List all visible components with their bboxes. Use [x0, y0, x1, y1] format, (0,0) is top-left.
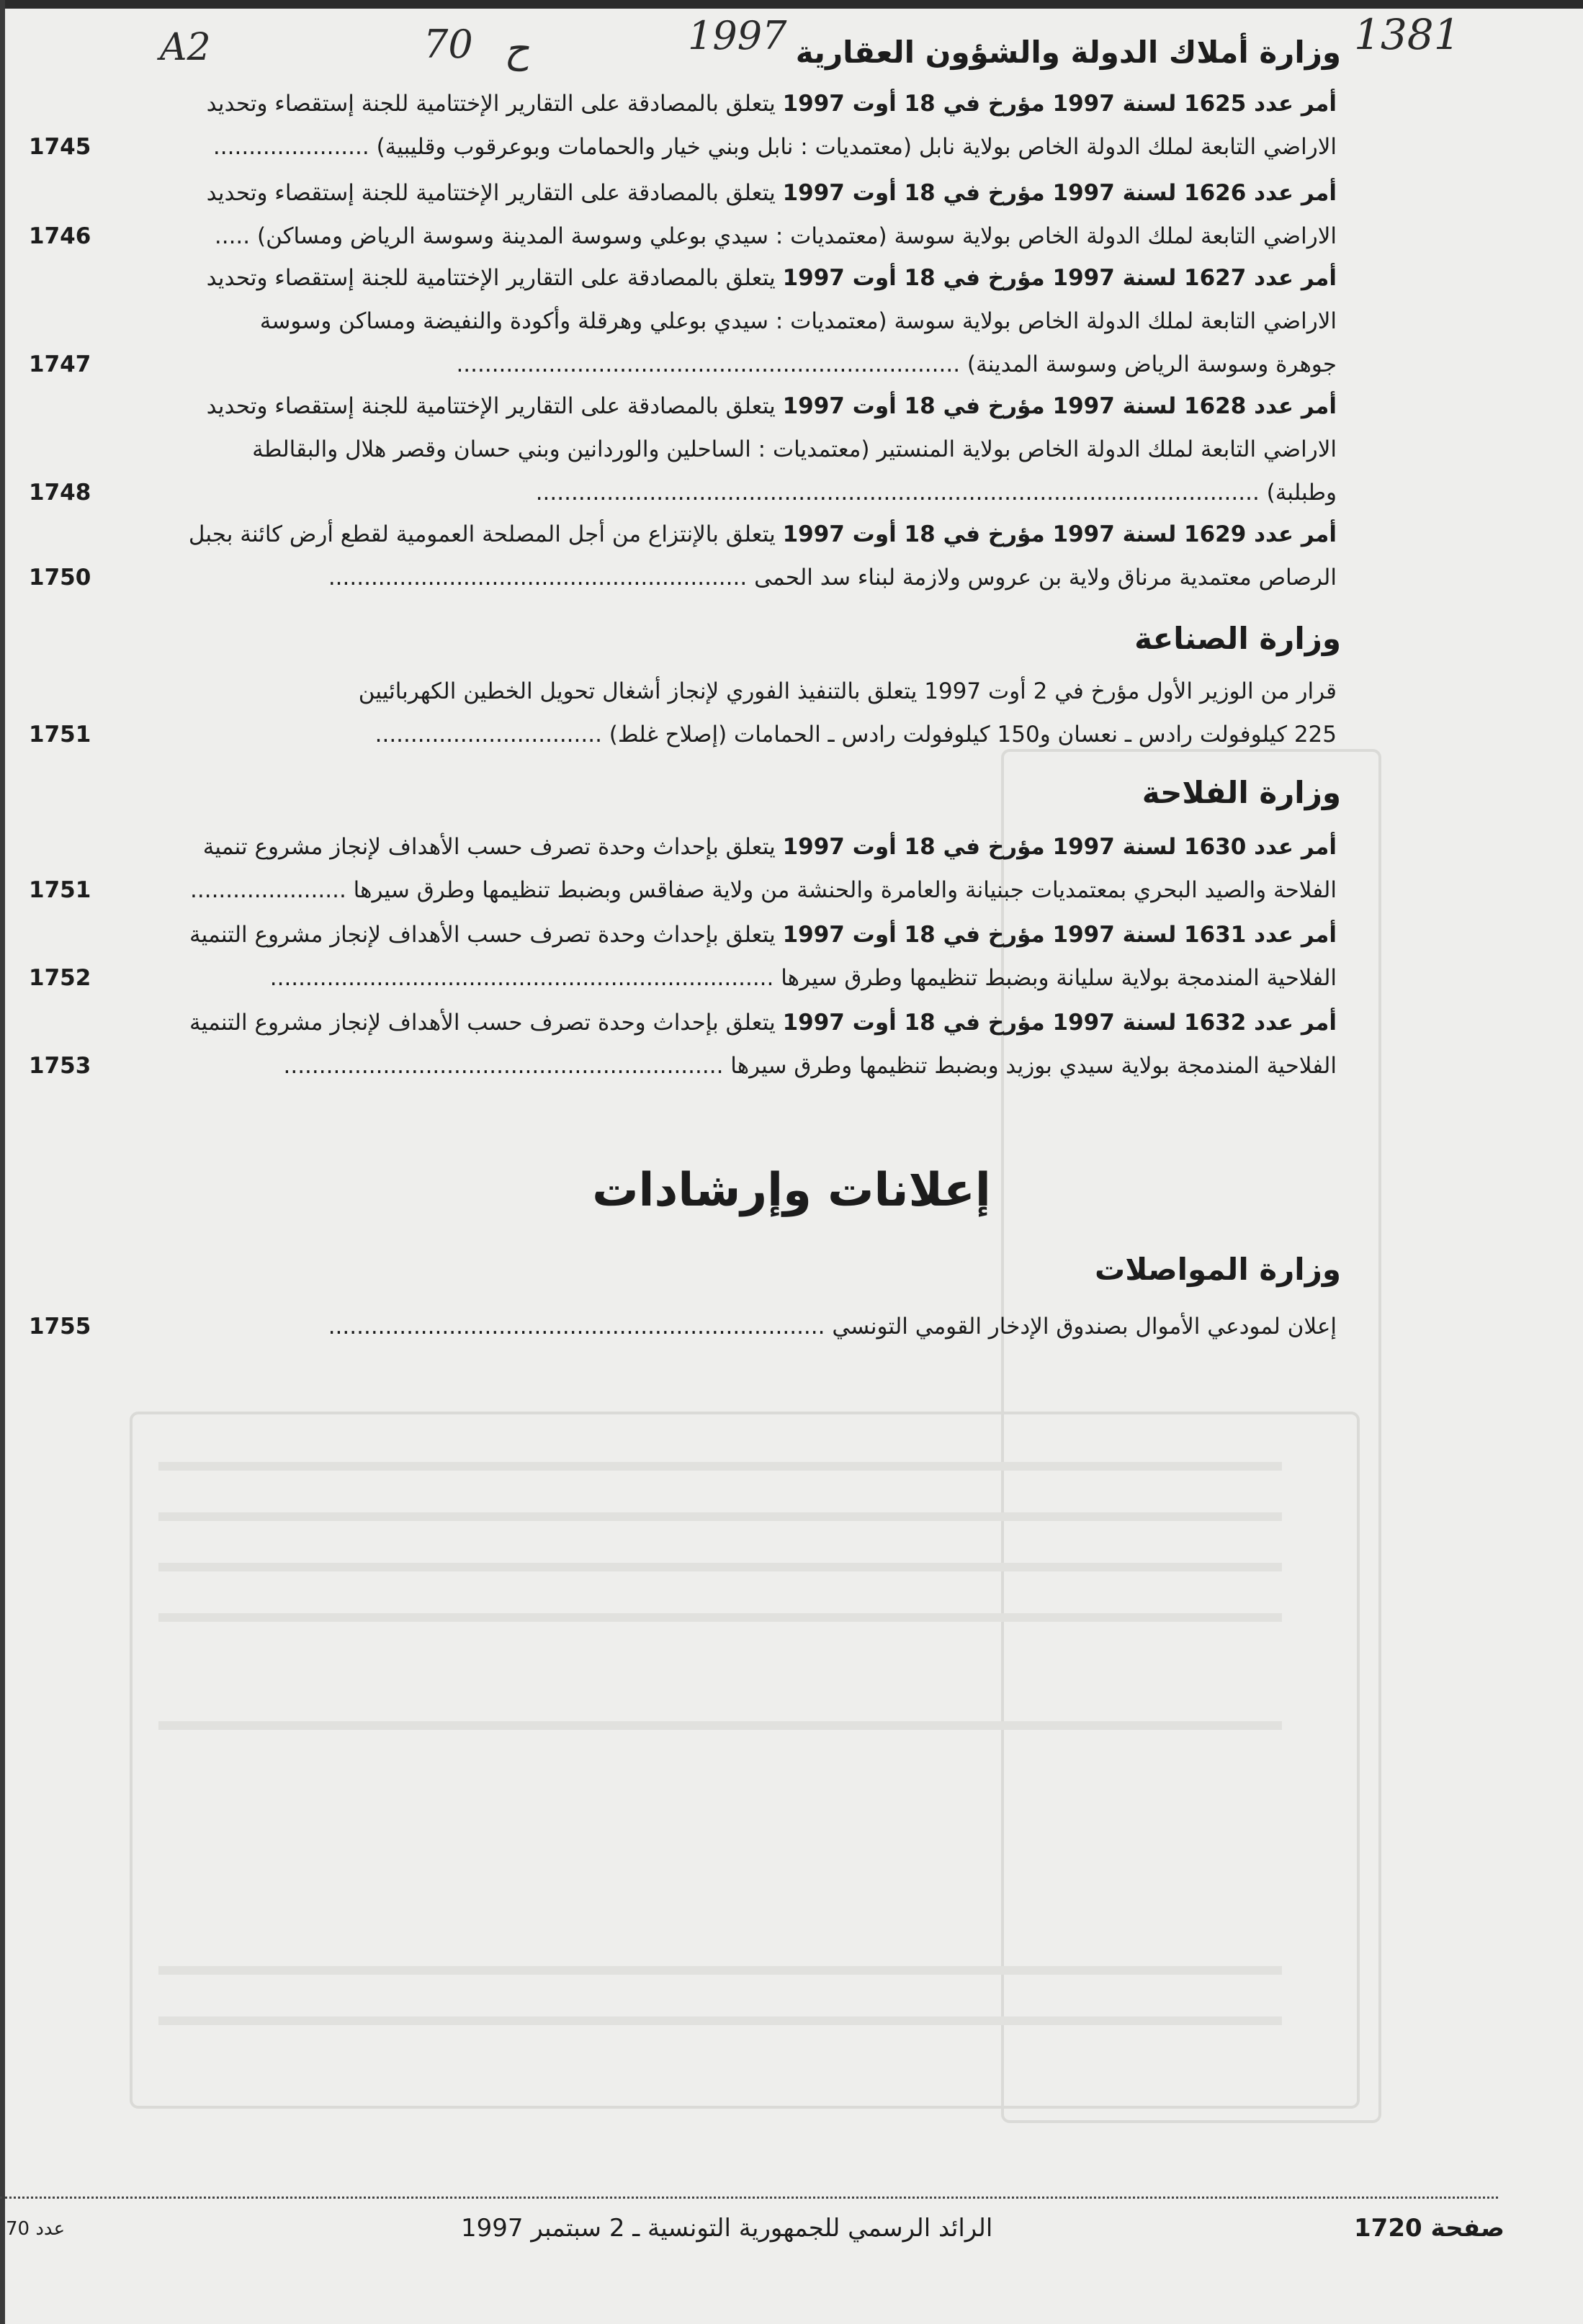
decree-text-line: يتعلق بإحداث وحدة تصرف حسب الأهداف لإنجاز مشروع تنمية: [202, 834, 776, 860]
decree-text-line: يتعلق بالمصادقة على التقارير الإختتامية للجنة إستقصاء وتحديد: [206, 180, 776, 206]
page-number: 1747: [29, 351, 91, 377]
footer-journal-title: الرائد الرسمي للجمهورية التونسية ـ 2 سبتمبر 1997: [461, 2214, 993, 2243]
bleed-through-line: [158, 1512, 1282, 1521]
decree-lead: أمر عدد 1631 لسنة 1997 مؤرخ في 18 أوت 1997: [782, 922, 1337, 948]
handwritten-year: 1997: [688, 13, 787, 58]
decree-text-line: يتعلق بإحداث وحدة تصرف حسب الأهداف لإنجاز مشروع التنمية: [189, 1010, 776, 1036]
footer-page-label: صفحة 1720: [1354, 2214, 1504, 2243]
page-number: 1745: [29, 134, 91, 160]
bleed-through-line: [158, 1462, 1282, 1471]
decree-text-line: جوهرة وسوسة الرياض وسوسة المدينة) .......................................................................: [456, 351, 1337, 377]
decree-text-line: يتعلق بالمصادقة على التقارير الإختتامية للجنة إستقصاء وتحديد: [206, 393, 776, 419]
section-title-agriculture: وزارة الفلاحة: [1142, 775, 1341, 810]
section-title-communications: وزارة المواصلات: [1094, 1252, 1341, 1287]
bleed-through-line: [158, 1721, 1282, 1730]
decree-entry: [29, 171, 1337, 258]
handwritten-a2: A2: [160, 26, 211, 69]
scan-left-edge: [0, 0, 5, 2324]
decree-entry: [29, 1001, 1337, 1087]
decree-entry: [29, 825, 1337, 912]
decree-lead: أمر عدد 1632 لسنة 1997 مؤرخ في 18 أوت 1997: [782, 1010, 1337, 1036]
decree-lead: أمر عدد 1625 لسنة 1997 مؤرخ في 18 أوت 1997: [782, 91, 1337, 117]
decree-entry: [29, 256, 1337, 386]
announcement-text: إعلان لمودعي الأموال بصندوق الإدخار القومي التونسي ......................................................................: [328, 1314, 1337, 1340]
bleed-through-line: [158, 1613, 1282, 1622]
decree-text-line: وطبلبة) ......................................................................................................: [535, 480, 1337, 506]
bleed-through-line: [158, 1966, 1282, 1975]
decree-text-line: يتعلق بإحداث وحدة تصرف حسب الأهداف لإنجاز مشروع التنمية: [189, 922, 776, 948]
decree-entry: [29, 670, 1337, 756]
decree-lead: أمر عدد 1626 لسنة 1997 مؤرخ في 18 أوت 1997: [782, 180, 1337, 206]
decree-text-line: الفلاحية المندمجة بولاية سيدي بوزيد وبضبط تنظيمها وطرق سيرها ..............................................................: [283, 1053, 1337, 1079]
page-number: 1746: [29, 223, 91, 249]
decree-text-line: الاراضي التابعة لملك الدولة الخاص بولاية نابل (معتمديات : نابل وبني خيار والحمامات وبوعرقوب وقليبية) ......................: [212, 134, 1337, 160]
decree-text-line: الفلاحة والصيد البحري بمعتمديات جبنيانة والعامرة والحنشة من ولاية صفاقس وبضبط تنظيمها وطرق سيرها ......................: [190, 877, 1337, 903]
handwritten-70: 70: [423, 22, 473, 67]
page-number: 1751: [29, 722, 91, 748]
decree-entry: [29, 913, 1337, 1000]
bleed-through-line: [158, 2016, 1282, 2025]
page-number: 1755: [29, 1314, 91, 1340]
decree-text-line: 225 كيلوفولت رادس ـ نعسان و150 كيلوفولت رادس ـ الحمامات (إصلاح غلط) ................................: [375, 722, 1337, 748]
handwritten-right: 1381: [1354, 10, 1461, 59]
footer-rule: [0, 2197, 1498, 2199]
page-number: 1751: [29, 877, 91, 903]
bleed-through-line: [158, 1563, 1282, 1571]
announcements-title: إعلانات وإرشادات: [592, 1164, 991, 1217]
decree-text-line: الرصاص معتمدية مرناق ولاية بن عروس ولازمة لبناء سد الحمى ...........................................................: [328, 565, 1337, 591]
decree-text-line: قرار من الوزير الأول مؤرخ في 2 أوت 1997 يتعلق بالتنفيذ الفوري لإنجاز أشغال تحويل الخطين الكهربائيين: [358, 678, 1337, 704]
handwritten-letter: ح: [504, 26, 529, 71]
scan-top-edge: [0, 0, 1583, 9]
decree-text-line: الاراضي التابعة لملك الدولة الخاص بولاية سوسة (معتمديات : سيدي بوعلي وهرقلة وأكودة والنفيضة ومساكن وسوسة: [259, 308, 1337, 334]
decree-text-line: الاراضي التابعة لملك الدولة الخاص بولاية سوسة (معتمديات : سيدي بوعلي وسوسة المدينة وسوسة الرياض ومساكن) .....: [214, 223, 1337, 249]
decree-text-line: يتعلق بالمصادقة على التقارير الإختتامية للجنة إستقصاء وتحديد: [206, 91, 776, 117]
announcement-entry: [29, 1305, 1337, 1348]
decree-text-line: يتعلق بالمصادقة على التقارير الإختتامية للجنة إستقصاء وتحديد: [206, 265, 776, 291]
decree-entry: [29, 385, 1337, 514]
page-number: 1748: [29, 480, 91, 506]
section-title-industry: وزارة الصناعة: [1134, 621, 1341, 656]
page-number: 1752: [29, 965, 91, 991]
footer-issue-edge: عدد 70: [6, 2218, 66, 2240]
decree-entry: [29, 82, 1337, 169]
decree-entry: [29, 513, 1337, 599]
page-number: 1750: [29, 565, 91, 591]
section-title-state-property: وزارة أملاك الدولة والشؤون العقارية: [795, 35, 1341, 70]
decree-text-line: الفلاحية المندمجة بولاية سليانة وبضبط تنظيمها وطرق سيرها .......................................................................: [269, 965, 1337, 991]
decree-text-line: الاراضي التابعة لملك الدولة الخاص بولاية المنستير (معتمديات : الساحلين والوردانين وبني حسان وقصر هلال والبقالطة: [252, 436, 1337, 462]
decree-text-line: يتعلق بالإنتزاع من أجل المصلحة العمومية لقطع أرض كائنة بجبل: [188, 521, 776, 547]
decree-lead: أمر عدد 1629 لسنة 1997 مؤرخ في 18 أوت 1997: [782, 521, 1337, 547]
decree-lead: أمر عدد 1630 لسنة 1997 مؤرخ في 18 أوت 1997: [782, 834, 1337, 860]
page-number: 1753: [29, 1053, 91, 1079]
decree-lead: أمر عدد 1628 لسنة 1997 مؤرخ في 18 أوت 1997: [782, 393, 1337, 419]
decree-lead: أمر عدد 1627 لسنة 1997 مؤرخ في 18 أوت 1997: [782, 265, 1337, 291]
